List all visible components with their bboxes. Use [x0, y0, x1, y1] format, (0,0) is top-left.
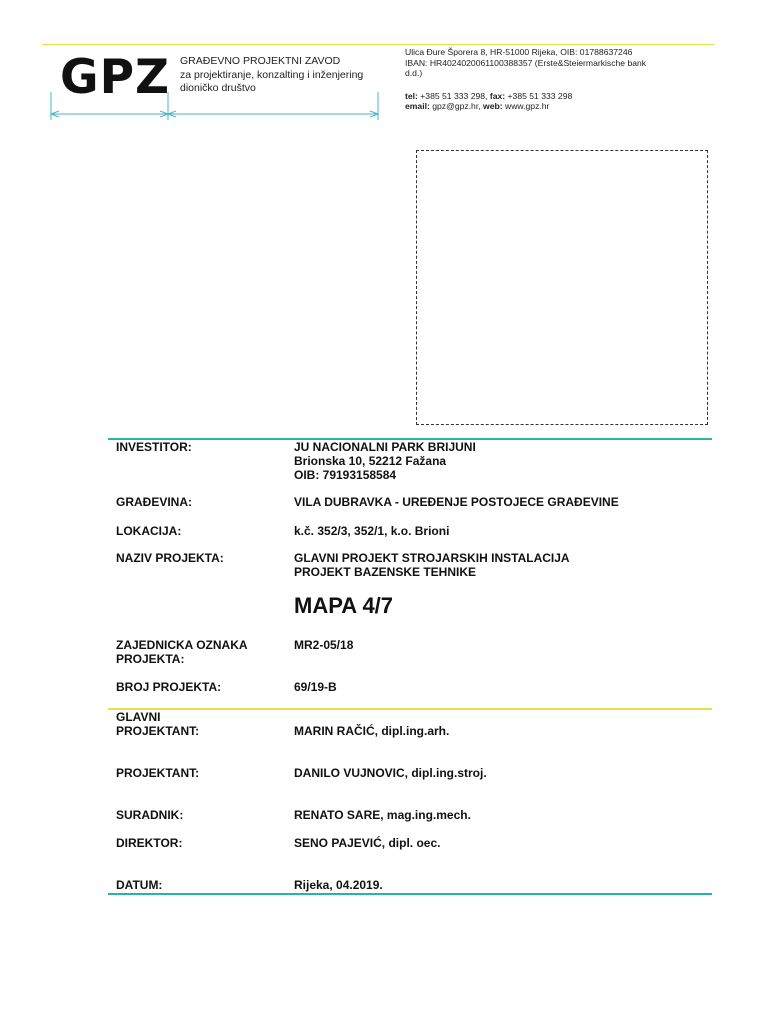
- direktor-value: SENO PAJEVIĆ, dipl. oec.: [294, 836, 441, 850]
- fax-value: +385 51 333 298: [507, 90, 573, 101]
- zajednicka-label-line-1: ZAJEDNICKA OZNAKA: [116, 638, 248, 652]
- tel-label: tel:: [405, 90, 418, 101]
- form-bottom-rule: [108, 893, 712, 895]
- lokacija-label: LOKACIJA:: [116, 524, 182, 538]
- company-name-line-2: za projektiranje, konzalting i inženjering: [180, 68, 364, 81]
- lokacija-value: k.č. 352/3, 352/1, k.o. Brioni: [294, 524, 450, 538]
- direktor-label: DIREKTOR:: [116, 836, 183, 850]
- email-line: [405, 101, 705, 112]
- investitor-label: INVESTITOR:: [116, 440, 192, 454]
- stamp-box: [416, 150, 708, 425]
- suradnik-value: RENATO SARE, mag.ing.mech.: [294, 808, 471, 822]
- naziv-projekta-value: [294, 551, 714, 579]
- naziv-projekta-label: NAZIV PROJEKTA:: [116, 551, 224, 565]
- zajednicka-oznaka-value: MR2-05/18: [294, 638, 354, 652]
- glavni-label-line-1: GLAVNI: [116, 710, 161, 724]
- web-link[interactable]: www.gpz.hr: [504, 101, 550, 111]
- company-name-line-3: dioničko društvo: [180, 82, 256, 94]
- contact-block: [405, 47, 705, 112]
- email-link[interactable]: gpz@gpz.hr,: [432, 101, 481, 111]
- investitor-value: [294, 440, 714, 482]
- investitor-line-1: JU NACIONALNI PARK BRIJUNI: [294, 440, 476, 454]
- glavni-label-line-2: PROJEKTANT:: [116, 724, 200, 738]
- logo-dimension-lines-icon: [45, 90, 385, 122]
- gpz-logo: GPZ: [60, 50, 171, 105]
- broj-projekta-value: 69/19-B: [294, 680, 337, 694]
- address-line: Ulica Đure Šporera 8, HR-51000 Rijeka, OIB: 01788637246: [405, 47, 633, 57]
- projektant-value: DANILO VUJNOVIC, dipl.ing.stroj.: [294, 766, 487, 780]
- header-top-rule: [42, 44, 714, 45]
- gradevina-label: GRAĐEVINA:: [116, 495, 193, 509]
- phone-line: [405, 91, 705, 102]
- broj-projekta-label: BROJ PROJEKTA:: [116, 680, 222, 694]
- fax-label: fax:: [489, 90, 506, 101]
- suradnik-label: SURADNIK:: [116, 808, 184, 822]
- datum-value: Rijeka, 04.2019.: [294, 878, 383, 892]
- investitor-line-3: OIB: 79193158584: [294, 468, 397, 482]
- zajednicka-label-line-2: PROJEKTA:: [116, 652, 185, 666]
- naziv-line-1: GLAVNI PROJEKT STROJARSKIH INSTALACIJA: [294, 551, 570, 565]
- naziv-line-2: PROJEKT BAZENSKE TEHNIKE: [294, 565, 477, 579]
- glavni-projektant-label: [116, 710, 286, 738]
- tel-value[interactable]: +385 51 333 298,: [420, 90, 488, 101]
- gradevina-value: VILA DUBRAVKA - UREĐENJE POSTOJECE GRAĐEVINE: [294, 495, 619, 509]
- email-label: email:: [405, 101, 430, 111]
- mapa-title: MAPA 4/7: [294, 593, 394, 618]
- company-name-line-1: GRAĐEVNO PROJEKTNI ZAVOD: [180, 55, 341, 67]
- iban-line: IBAN: HR4024020061100388357 (Erste&Steiermarkische bank: [405, 57, 647, 68]
- datum-label: DATUM:: [116, 878, 163, 892]
- investitor-line-2: Brionska 10, 52212 Fažana: [294, 454, 447, 468]
- iban-line-2: d.d.): [405, 68, 423, 78]
- projektant-label: PROJEKTANT:: [116, 766, 200, 780]
- glavni-projektant-value: MARIN RAČIĆ, dipl.ing.arh.: [294, 724, 450, 738]
- zajednicka-oznaka-label: [116, 638, 286, 666]
- web-label: web:: [483, 101, 503, 111]
